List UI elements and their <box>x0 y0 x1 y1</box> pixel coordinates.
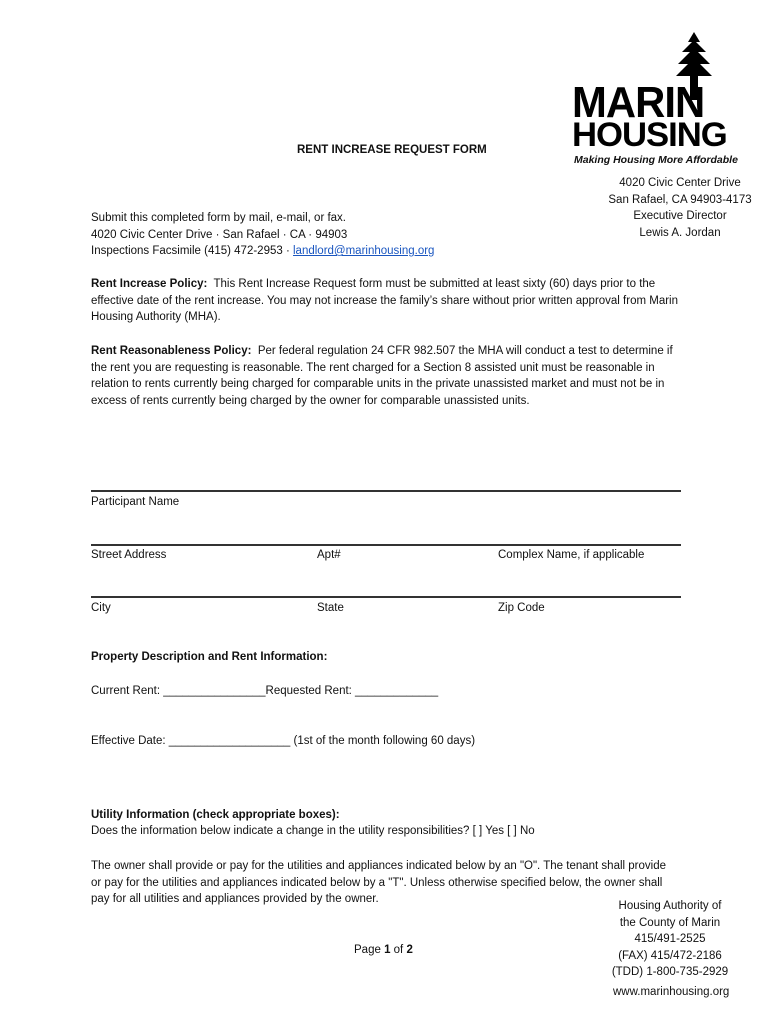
office-address <box>600 175 760 241</box>
policy-text: Per federal regulation 24 CFR 982.507 the MHA will conduct a test to determine if the rent you are requesting is reasonable. The rent charged for a Section 8 assisted unit must be reasonable in relation to rents currently being charged for comparable units in the private unassisted market and must not be in excess of rents currently being charged by the owner for comparable unassisted units. <box>91 345 673 407</box>
footer-line: 415/491-2525 <box>634 933 706 945</box>
footer-line: (TDD) 1-800-735-2929 <box>611 966 729 978</box>
rent-reasonableness-policy <box>91 343 691 409</box>
divider <box>91 490 681 492</box>
city-label: City <box>91 602 111 614</box>
zip-label: Zip Code <box>498 602 545 614</box>
footer-line: the County of Marin <box>619 916 721 929</box>
footer-line: (FAX) 415/472-2186 <box>618 949 722 962</box>
office-address-line: Lewis A. Jordan <box>639 226 721 239</box>
page-of: of <box>390 944 407 956</box>
page-total: 2 <box>406 944 413 956</box>
page-prefix: Page <box>354 944 385 956</box>
website-link[interactable]: www.marinhousing.org <box>613 986 730 998</box>
street-address-label: Street Address <box>91 549 167 561</box>
participant-name-label: Participant Name <box>91 496 180 508</box>
submit-line <box>91 243 434 260</box>
effective-date-field: Effective Date: ___________________ (1st of the month following 60 days) <box>91 735 476 747</box>
office-address-line: 4020 Civic Center Drive <box>619 177 741 189</box>
page-title: RENT INCREASE REQUEST FORM <box>297 144 487 156</box>
divider <box>91 596 681 598</box>
submit-line: 4020 Civic Center Drive · San Rafael · CA · 94903 <box>91 228 348 241</box>
logo-marin-text: MARIN <box>572 78 705 127</box>
state-label: State <box>317 602 344 614</box>
page-number <box>354 944 413 956</box>
policy-heading: Rent Increase Policy: <box>91 278 208 290</box>
tagline: Making Housing More Affordable <box>574 154 738 166</box>
rent-info-heading: Property Description and Rent Information: <box>91 651 328 663</box>
policy-heading: Rent Reasonableness Policy: <box>91 345 252 357</box>
footer-contact <box>610 898 730 981</box>
divider <box>91 544 681 546</box>
submit-instructions <box>91 210 434 260</box>
fax-text: Inspections Facsimile (415) 472-2953 · <box>91 245 293 257</box>
current-rent-field: Current Rent: ________________Requested Rent: _____________ <box>91 685 439 697</box>
complex-name-label: Complex Name, if applicable <box>498 549 645 561</box>
page-current: 1 <box>384 944 391 956</box>
submit-line: Submit this completed form by mail, e-mail, or fax. <box>91 212 346 224</box>
marin-housing-logo <box>572 30 752 170</box>
utility-question: Does the information below indicate a change in the utility responsibilities? [ ] Yes [ ] No <box>91 825 535 837</box>
logo-housing-text: HOUSING <box>572 116 727 154</box>
utility-heading: Utility Information (check appropriate boxes): <box>91 809 340 821</box>
office-address-line: Executive Director <box>633 210 727 222</box>
footer-line: Housing Authority of <box>618 900 722 912</box>
rent-increase-policy <box>91 276 691 326</box>
utility-text: The owner shall provide or pay for the utilities and appliances indicated below by an "O". The tenant shall provide or pay for the utilities and appliances indicated below by a "T". Unless otherwise specified below, the owner shall pay for all utilities and appliances provided by the owner. <box>91 860 666 905</box>
email-link[interactable]: landlord@marinhousing.org <box>293 245 435 257</box>
policy-text: This Rent Increase Request form must be submitted at least sixty (60) days prior to the effective date of the rent increase. You may not increase the family’s share without prior written approval from Marin Housing Authority (MHA). <box>91 278 679 323</box>
apt-label: Apt# <box>317 549 341 561</box>
office-address-line: San Rafael, CA 94903-4173 <box>608 193 752 206</box>
